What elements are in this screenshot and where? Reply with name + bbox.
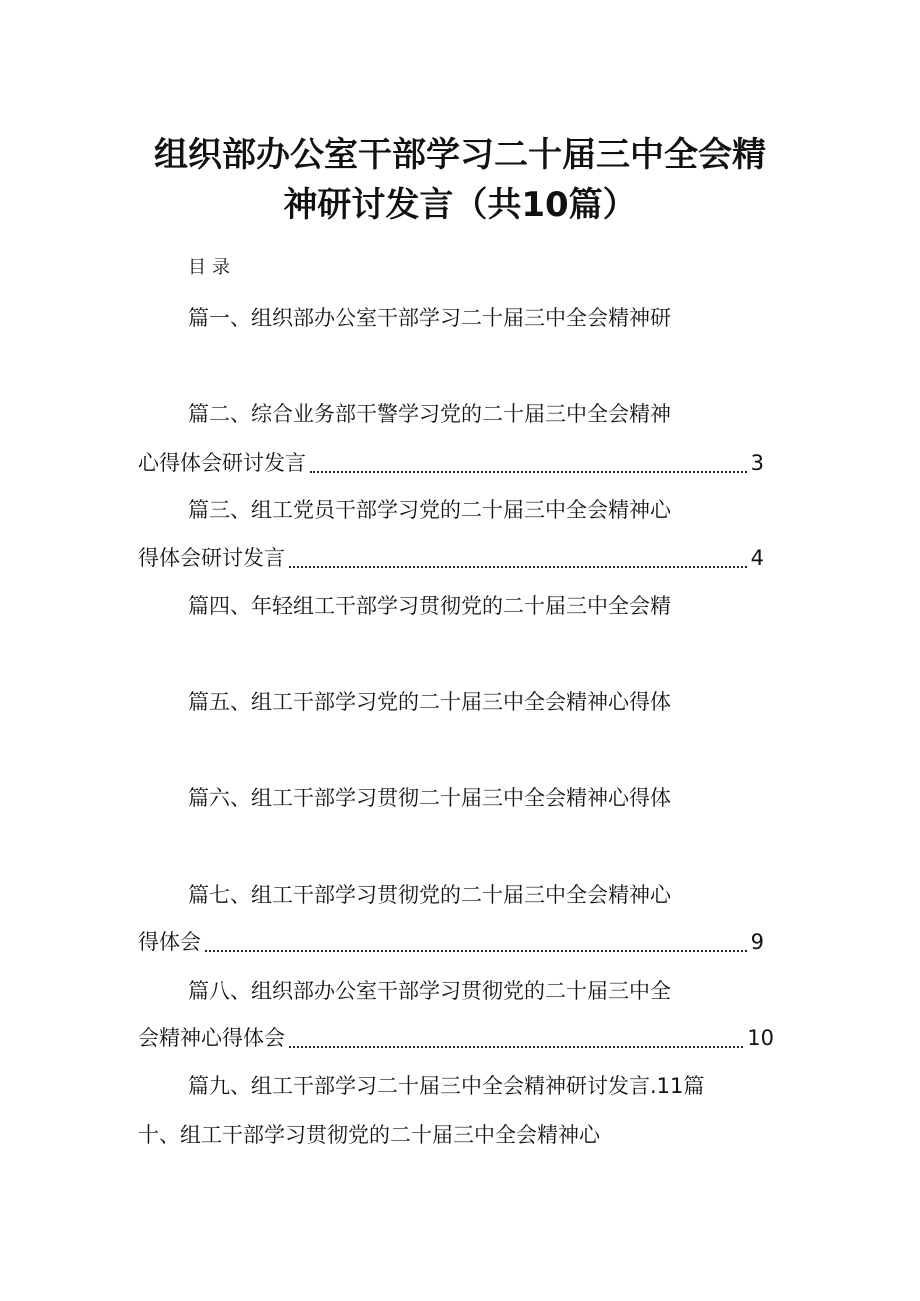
toc-entry-8-continuation[interactable] [138,1024,774,1052]
dot-leader [310,471,747,473]
dot-leader [289,1046,743,1048]
toc-page-number: 10 [747,1026,774,1050]
dot-leader [289,566,747,568]
document-title-line-2: 神研讨发言（共10篇） [283,185,637,225]
toc-entry-2[interactable]: 篇二、综合业务部干警学习党的二十届三中全会精神 [188,402,671,426]
toc-entry-4[interactable]: 篇四、年轻组工干部学习贯彻党的二十届三中全会精 [188,594,671,618]
toc-heading: 目录 [188,257,236,278]
toc-page-number: 9 [750,930,764,954]
toc-entry-7-continuation[interactable] [138,928,764,956]
toc-entry-text: 会精神心得体会 [138,1026,285,1050]
toc-entry-text: 得体会研讨发言 [138,546,285,570]
toc-entry-2-continuation[interactable] [138,449,764,477]
document-title-line-1: 组织部办公室干部学习二十届三中全会精 [154,135,766,175]
toc-entry-7[interactable]: 篇七、组工干部学习贯彻党的二十届三中全会精神心 [188,883,671,907]
toc-entry-3[interactable]: 篇三、组工党员干部学习党的二十届三中全会精神心 [188,498,671,522]
toc-entry-10[interactable]: 十、组工干部学习贯彻党的二十届三中全会精神心 [138,1123,600,1147]
toc-entry-5[interactable]: 篇五、组工干部学习党的二十届三中全会精神心得体 [188,690,671,714]
toc-page-number: 3 [750,451,764,475]
toc-entry-1[interactable]: 篇一、组织部办公室干部学习二十届三中全会精神研 [188,306,671,330]
toc-entry-6[interactable]: 篇六、组工干部学习贯彻二十届三中全会精神心得体 [188,786,671,810]
toc-entry-8[interactable]: 篇八、组织部办公室干部学习贯彻党的二十届三中全 [188,979,671,1003]
toc-entry-3-continuation[interactable] [138,544,764,572]
toc-entry-9[interactable]: 篇九、组工干部学习二十届三中全会精神研讨发言.11篇 [188,1074,705,1098]
toc-entry-text: 得体会 [138,930,201,954]
toc-entry-text: 心得体会研讨发言 [138,451,306,475]
dot-leader [205,950,747,952]
toc-page-number: 4 [750,546,764,570]
